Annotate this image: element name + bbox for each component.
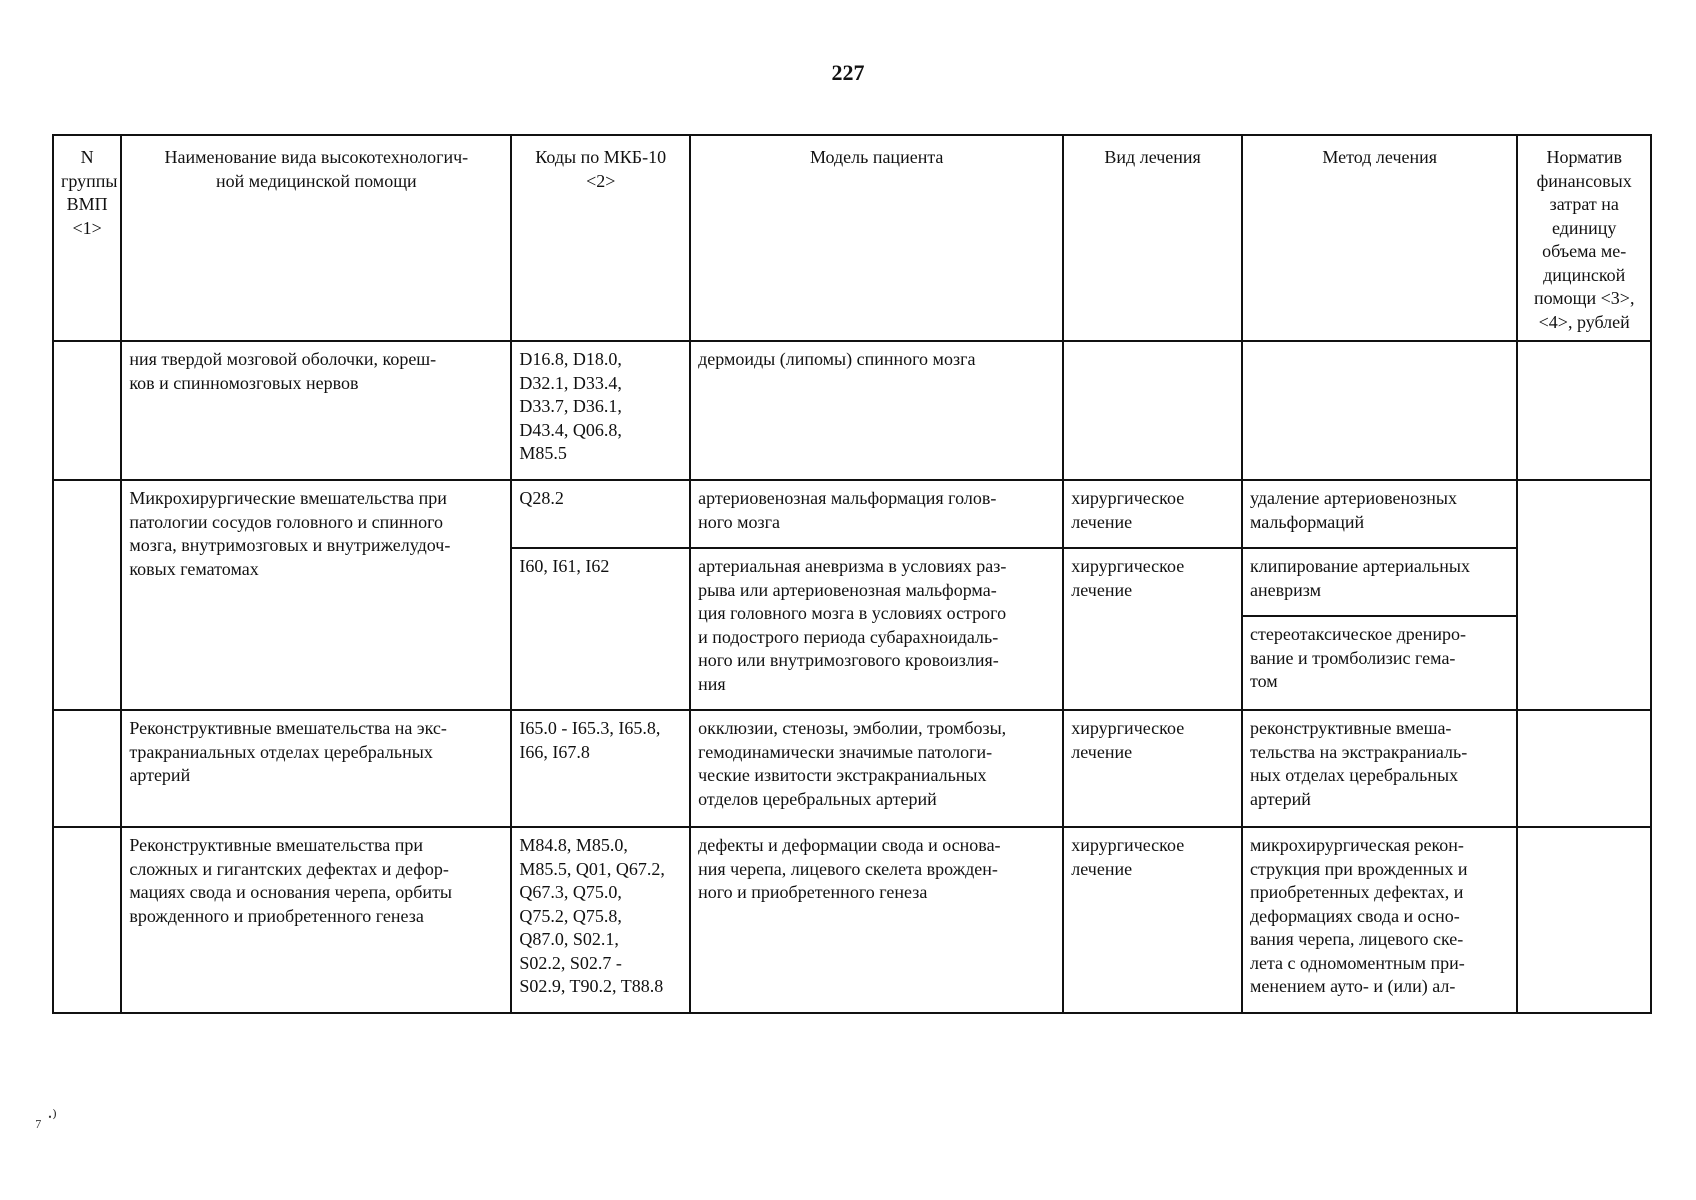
header-treatment-method: Метод лечения bbox=[1242, 135, 1517, 341]
cost-cell bbox=[1517, 710, 1651, 827]
row-type: хирургическое лечение bbox=[1063, 710, 1242, 827]
row-method: микрохирургическая рекон- струкция при врожденных и приобретенных дефектах, и деформациях свода и осно- вания черепа, лицевого ске- лета с одномоментным при- менением ауто- и (или) ал- bbox=[1242, 827, 1517, 1013]
row-type: хирургическое лечение bbox=[1063, 548, 1242, 710]
header-group-no: N группы ВМП <1> bbox=[53, 135, 121, 341]
row-name: Микрохирургические вмешательства при патологии сосудов головного и спинного мозга, внутримозговых и внутрижелудоч- ковых гематомах bbox=[121, 480, 511, 710]
row-type: хирургическое лечение bbox=[1063, 480, 1242, 548]
group-cell bbox=[53, 341, 121, 480]
cost-cell bbox=[1517, 827, 1651, 1013]
header-codes: Коды по МКБ-10 <2> bbox=[511, 135, 690, 341]
row-method: реконструктивные вмеша- тельства на экстракраниаль- ных отделах церебральных артерий bbox=[1242, 710, 1517, 827]
table-row bbox=[53, 827, 1651, 1013]
page-number: 227 bbox=[831, 60, 865, 85]
row-type: хирургическое лечение bbox=[1063, 827, 1242, 1013]
header-cost-norm: Норматив финансовых затрат на единицу объема ме- дицинской помощи <3>, <4>, рублей bbox=[1517, 135, 1651, 341]
row-codes: D16.8, D18.0, D32.1, D33.4, D33.7, D36.1, D43.4, Q06.8, M85.5 bbox=[511, 341, 690, 480]
table-row bbox=[53, 710, 1651, 827]
group-cell bbox=[53, 480, 121, 710]
row-name: Реконструктивные вмешательства на экс- тракраниальных отделах церебральных артерий bbox=[121, 710, 511, 827]
table-row bbox=[53, 341, 1651, 480]
margin-marks: ₇ ᐧ⁾ bbox=[35, 1107, 58, 1129]
row-codes: I65.0 - I65.3, I65.8, I66, I67.8 bbox=[511, 710, 690, 827]
row-method: клипирование артериальных аневризм bbox=[1242, 548, 1517, 616]
header-patient-model: Модель пациента bbox=[690, 135, 1063, 341]
row-method: стереотаксическое дрениро- вание и тромболизис гема- том bbox=[1242, 616, 1517, 710]
row-codes: I60, I61, I62 bbox=[511, 548, 690, 710]
row-model: артериальная аневризма в условиях раз- рыва или артериовенозная мальформа- ция головного мозга в условиях острого и подострого периода субарахноидаль- ного или внутримозгового кровоизлия- ния bbox=[690, 548, 1063, 710]
header-name: Наименование вида высокотехнологич- ной медицинской помощи bbox=[121, 135, 511, 341]
row-model: дефекты и деформации свода и основа- ния черепа, лицевого скелета врожден- ного и приобретенного генеза bbox=[690, 827, 1063, 1013]
row-model: артериовенозная мальформация голов- ного мозга bbox=[690, 480, 1063, 548]
row-name: ния твердой мозговой оболочки, кореш- ков и спинномозговых нервов bbox=[121, 341, 511, 480]
table-row bbox=[53, 480, 1651, 548]
row-codes: M84.8, M85.0, M85.5, Q01, Q67.2, Q67.3, Q75.0, Q75.2, Q75.8, Q87.0, S02.1, S02.2, S02.7 - S02.9, T90.2, T88.8 bbox=[511, 827, 690, 1013]
row-model: дермоиды (липомы) спинного мозга bbox=[690, 341, 1063, 480]
table-header-row bbox=[53, 135, 1651, 341]
row-codes: Q28.2 bbox=[511, 480, 690, 548]
row-model: окклюзии, стенозы, эмболии, тромбозы, гемодинамически значимые патологи- ческие извитости экстракраниальных отделов церебральных артерий bbox=[690, 710, 1063, 827]
header-treatment-type: Вид лечения bbox=[1063, 135, 1242, 341]
cost-cell bbox=[1517, 341, 1651, 480]
row-method: удаление артериовенозных мальформаций bbox=[1242, 480, 1517, 548]
row-name: Реконструктивные вмешательства при сложных и гигантских дефектах и дефор- мациях свода и основания черепа, орбиты врожденного и приобретенного генеза bbox=[121, 827, 511, 1013]
row-type bbox=[1063, 341, 1242, 480]
group-cell bbox=[53, 710, 121, 827]
group-cell bbox=[53, 827, 121, 1013]
row-method bbox=[1242, 341, 1517, 480]
cost-cell bbox=[1517, 480, 1651, 710]
vmp-table bbox=[52, 134, 1652, 1014]
